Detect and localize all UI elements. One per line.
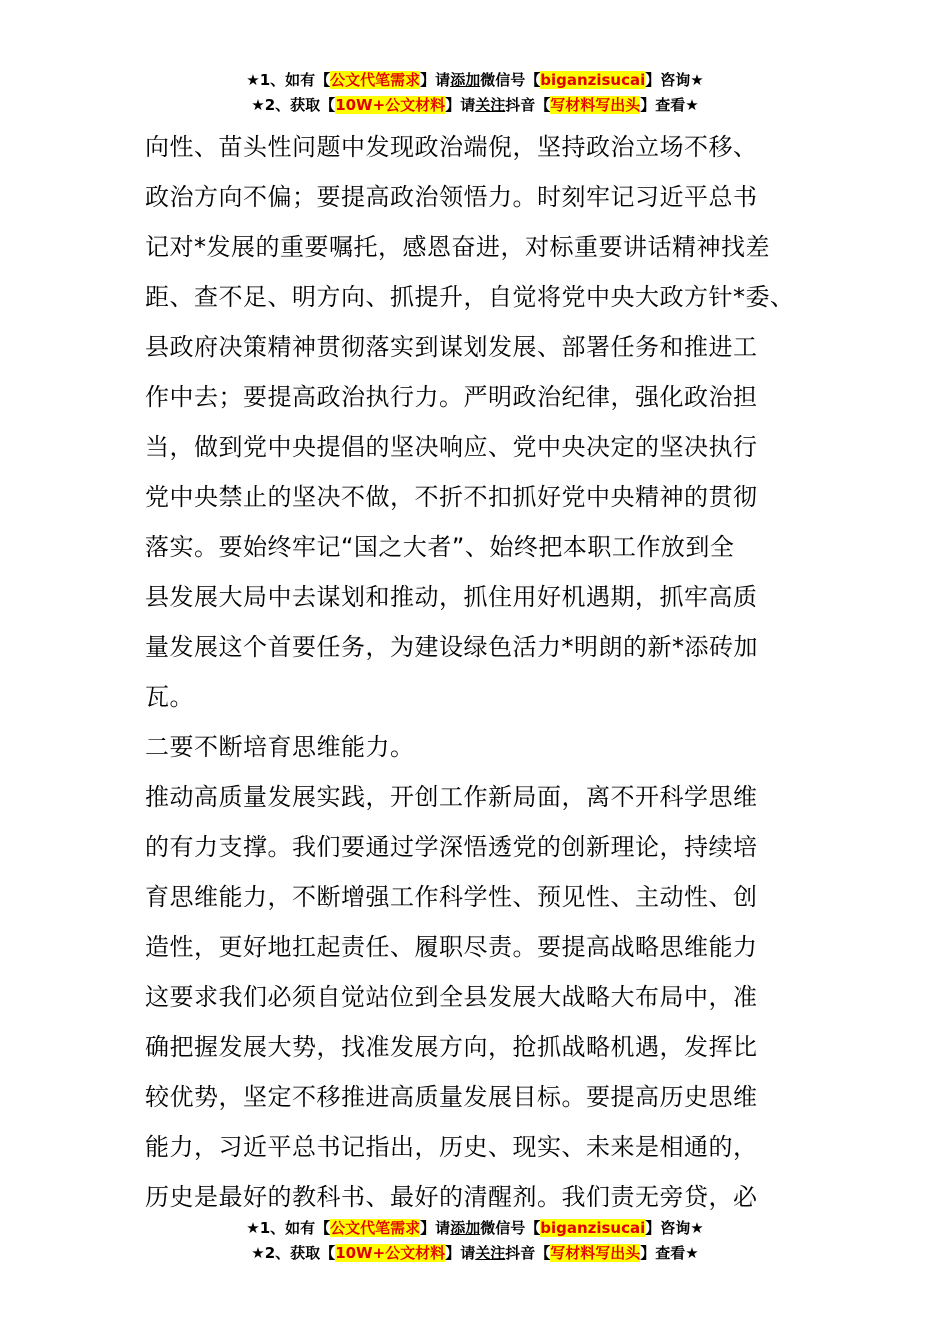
- banner-text: 】咨询★: [645, 1219, 704, 1237]
- banner-line-2: [0, 93, 950, 118]
- body-line: 瓦。: [145, 683, 194, 711]
- highlight-text: 公文代笔需求: [330, 1219, 421, 1237]
- body-line: 县政府决策精神贯彻落实到谋划发展、部署任务和推进工: [145, 333, 758, 361]
- banner-line-1: [0, 68, 950, 93]
- body-line: 当，做到党中央提倡的坚决响应、党中央决定的坚决执行: [145, 433, 758, 461]
- banner-text: 】请: [445, 96, 476, 114]
- banner-line-2: [0, 1241, 950, 1266]
- banner-text: ★2、获取【: [251, 96, 336, 114]
- banner-text: 微信号【: [480, 71, 541, 89]
- body-line: 育思维能力，不断增强工作科学性、预见性、主动性、创: [145, 883, 758, 911]
- section-heading: 二要不断培育思维能力。: [145, 733, 415, 761]
- banner-text: ★1、如有【: [246, 71, 331, 89]
- highlight-text: 10W+公文材料: [335, 1244, 446, 1262]
- body-line: 的有力支撑。我们要通过学深悟透党的创新理论，持续培: [145, 833, 758, 861]
- body-line: 这要求我们必须自觉站位到全县发展大战略大布局中，准: [145, 983, 758, 1011]
- banner-text: 】请: [445, 1244, 476, 1262]
- wechat-id: biganzisucai: [540, 1219, 646, 1237]
- body-line: 距、查不足、明方向、抓提升，自觉将党中央大政方针*委、: [145, 283, 795, 311]
- body-line: 历史是最好的教科书、最好的清醒剂。我们责无旁贷，必: [145, 1183, 758, 1211]
- document-body: [145, 122, 825, 1222]
- body-line: 政治方向不偏；要提高政治领悟力。时刻牢记习近平总书: [145, 183, 758, 211]
- body-line: 较优势，坚定不移推进高质量发展目标。要提高历史思维: [145, 1083, 758, 1111]
- highlight-text: 公文代笔需求: [330, 71, 421, 89]
- douyin-name: 写材料写出头: [550, 1244, 641, 1262]
- wechat-id: biganzisucai: [540, 71, 646, 89]
- body-line: 落实。要始终牢记“国之大者”、始终把本职工作放到全: [145, 533, 735, 561]
- banner-text: 】查看★: [640, 96, 699, 114]
- body-line: 作中去；要提高政治执行力。严明政治纪律，强化政治担: [145, 383, 758, 411]
- banner-line-1: [0, 1216, 950, 1241]
- body-line: 县发展大局中去谋划和推动，抓住用好机遇期，抓牢高质: [145, 583, 758, 611]
- banner-text: 抖音【: [505, 96, 551, 114]
- body-line: 能力，习近平总书记指出，历史、现实、未来是相通的，: [145, 1133, 758, 1161]
- highlight-text: 10W+公文材料: [335, 96, 446, 114]
- banner-text: 微信号【: [480, 1219, 541, 1237]
- body-line: 确把握发展大势，找准发展方向，抢抓战略机遇，发挥比: [145, 1033, 758, 1061]
- footer-banner: [0, 1216, 950, 1266]
- underlined-text: 关注: [475, 96, 506, 114]
- banner-text: 】请: [420, 71, 451, 89]
- banner-text: 】咨询★: [645, 71, 704, 89]
- body-line: 造性，更好地扛起责任、履职尽责。要提高战略思维能力: [145, 933, 758, 961]
- banner-text: ★1、如有【: [246, 1219, 331, 1237]
- underlined-text: 添加: [450, 1219, 481, 1237]
- body-line: 向性、苗头性问题中发现政治端倪，坚持政治立场不移、: [145, 133, 758, 161]
- underlined-text: 添加: [450, 71, 481, 89]
- underlined-text: 关注: [475, 1244, 506, 1262]
- douyin-name: 写材料写出头: [550, 96, 641, 114]
- header-banner: [0, 68, 950, 118]
- body-line: 量发展这个首要任务，为建设绿色活力*明朗的新*添砖加: [145, 633, 758, 661]
- banner-text: 】查看★: [640, 1244, 699, 1262]
- banner-text: ★2、获取【: [251, 1244, 336, 1262]
- body-line: 推动高质量发展实践，开创工作新局面，离不开科学思维: [145, 783, 758, 811]
- banner-text: 抖音【: [505, 1244, 551, 1262]
- body-line: 党中央禁止的坚决不做，不折不扣抓好党中央精神的贯彻: [145, 483, 758, 511]
- body-line: 记对*发展的重要嘱托，感恩奋进，对标重要讲话精神找差: [145, 233, 770, 261]
- banner-text: 】请: [420, 1219, 451, 1237]
